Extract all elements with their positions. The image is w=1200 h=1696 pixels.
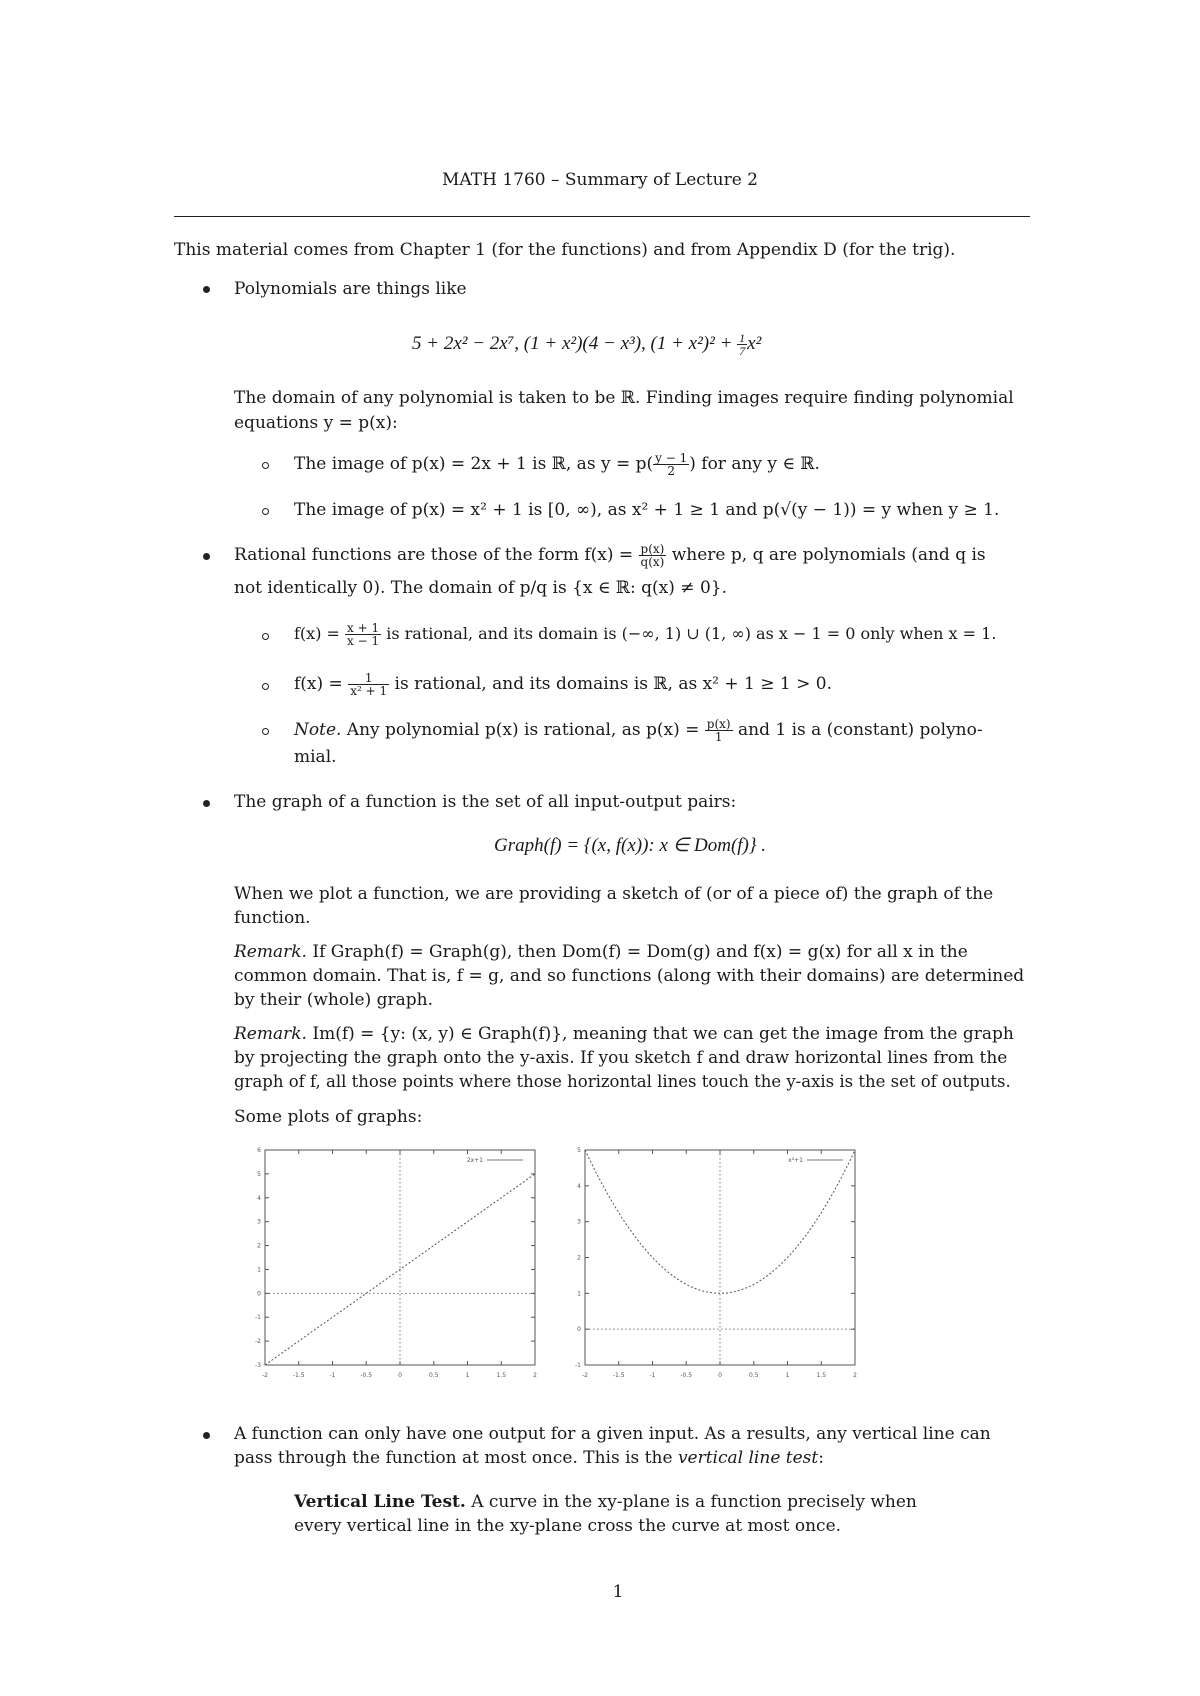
intro-text: This material comes from Chapter 1 (for the functions) and from Appendix D (for the trig). <box>174 240 956 260</box>
note-label: Note. <box>294 720 342 740</box>
polynomials-display-tail: x² <box>747 332 762 354</box>
vlt-label: Vertical Line Test. <box>294 1492 466 1512</box>
note-pre: Any polynomial p(x) is rational, as p(x) = <box>341 720 705 740</box>
remark-1-line2: common domain. That is, f = g, and so functions (along with their domains) are determined <box>234 966 1025 986</box>
fraction-numerator: p(x) <box>640 542 665 556</box>
plots-lead: Some plots of graphs: <box>234 1107 423 1127</box>
rational-example-2-fraction <box>348 672 389 697</box>
y-tick-label: 5 <box>577 1147 581 1154</box>
bullet-icon <box>203 1432 210 1439</box>
y-tick-label: 2 <box>257 1242 261 1250</box>
example-1-post: ) for any y ∈ ℝ. <box>689 454 820 474</box>
x-tick-label: 0.5 <box>748 1372 759 1379</box>
remark-2-line2: by projecting the graph onto the y-axis. If you sketch f and draw horizontal lines from the <box>234 1048 1008 1068</box>
vlt-lead-post: : <box>818 1448 824 1468</box>
note-fraction <box>705 718 733 743</box>
y-tick-label: 4 <box>577 1182 581 1190</box>
y-tick-label: 0 <box>577 1326 581 1334</box>
header-rule <box>174 216 1030 217</box>
vlt-lead-line1: A function can only have one output for a given input. As a results, any vertical line can <box>234 1424 991 1444</box>
x-tick-label: -1.5 <box>292 1372 305 1379</box>
rational-example-1-fraction <box>345 622 381 647</box>
y-tick-label: 0 <box>257 1290 261 1298</box>
remark-2-line3: graph of f, all those points where those horizontal lines touch the y-axis is the set of outputs. <box>234 1072 1011 1091</box>
remark-2-line1 <box>234 1022 1014 1046</box>
plot-linear <box>240 1140 560 1400</box>
vlt-box-line2: every vertical line in the xy-plane cross the curve at most once. <box>294 1516 842 1536</box>
x-tick-label: 2 <box>533 1372 537 1379</box>
x-tick-label: -1 <box>649 1372 656 1379</box>
polynomials-display <box>412 332 761 357</box>
fraction-denominator: x² + 1 <box>350 684 388 698</box>
vlt-box-line1 <box>294 1490 917 1514</box>
graph-para-line2: function. <box>234 908 311 928</box>
fraction-denominator: x − 1 <box>347 634 380 648</box>
legend-label: x²+1 <box>788 1157 803 1164</box>
y-tick-label: 5 <box>257 1170 261 1178</box>
x-tick-label: 0 <box>398 1372 402 1379</box>
polynomials-lead: Polynomials are things like <box>234 279 467 299</box>
bullet-icon <box>203 286 210 293</box>
sub-bullet-icon <box>262 633 269 640</box>
x-tick-label: 0 <box>718 1372 722 1379</box>
fraction-denominator: 1 <box>714 730 723 744</box>
x-tick-label: -0.5 <box>360 1372 373 1379</box>
rational-note-line2: mial. <box>294 747 337 767</box>
rational-line1-post: where p, q are polynomials (and q is <box>666 545 986 565</box>
fraction-denominator: q(x) <box>640 555 665 569</box>
fraction-numerator: 1 <box>348 672 389 685</box>
x-tick-label: -2 <box>582 1372 588 1379</box>
y-tick-label: 3 <box>257 1218 261 1226</box>
remark-1-line3: by their (whole) graph. <box>234 990 433 1010</box>
display-fraction <box>737 332 747 357</box>
example-1-pre: The image of p(x) = 2x + 1 is ℝ, as y = p( <box>294 454 654 474</box>
fraction-numerator: y − 1 <box>655 451 688 465</box>
rational-example-2-post: is rational, and its domains is ℝ, as x² + 1 ≥ 1 > 0. <box>389 674 832 694</box>
remark-1-text: If Graph(f) = Graph(g), then Dom(f) = Dom(g) and f(x) = g(x) for all x in the <box>306 942 968 962</box>
x-tick-label: 2 <box>853 1372 857 1379</box>
remark-1-line1 <box>234 940 968 964</box>
rational-example-1-pre: f(x) = <box>294 624 346 643</box>
remark-2-text: Im(f) = {y: (x, y) ∈ Graph(f)}, meaning that we can get the image from the graph <box>306 1024 1014 1044</box>
vlt-lead-pre: pass through the function at most once. This is the <box>234 1448 678 1468</box>
remark-2-label: Remark. <box>234 1024 307 1044</box>
fraction-numerator: 1 <box>739 331 746 345</box>
bullet-icon <box>203 800 210 807</box>
rational-example-2-pre: f(x) = <box>294 674 349 694</box>
y-tick-label: 2 <box>577 1254 581 1262</box>
fraction-denominator: 7 <box>739 344 746 358</box>
remark-1-label: Remark. <box>234 942 307 962</box>
x-tick-label: 1 <box>785 1372 790 1379</box>
y-tick-label: 1 <box>257 1266 261 1274</box>
polynomials-example-2: The image of p(x) = x² + 1 is [0, ∞), as x² + 1 ≥ 1 and p(√(y − 1)) = y when y ≥ 1. <box>294 500 1000 520</box>
rational-line2: not identically 0). The domain of p/q is {x ∈ ℝ: q(x) ≠ 0}. <box>234 578 727 598</box>
page-title: MATH 1760 – Summary of Lecture 2 <box>442 170 758 190</box>
rational-example-1 <box>294 622 996 647</box>
graph-definition-display: Graph(f) = {(x, f(x)): x ∈ Dom(f)} . <box>494 835 766 856</box>
y-tick-label: 4 <box>257 1194 261 1202</box>
rational-note <box>294 718 983 743</box>
y-tick-label: 3 <box>577 1218 581 1226</box>
polynomials-display-main: 5 + 2x² − 2x⁷, (1 + x²)(4 − x³), (1 + x²)² + <box>412 332 738 354</box>
x-tick-label: -1 <box>329 1372 336 1379</box>
rational-line1 <box>234 543 986 568</box>
example-1-fraction <box>653 452 689 477</box>
graph-lead: The graph of a function is the set of all input-output pairs: <box>234 792 737 812</box>
page-number: 1 <box>612 1582 624 1602</box>
sub-bullet-icon <box>262 728 269 735</box>
polynomials-domain-line1: The domain of any polynomial is taken to be ℝ. Finding images require finding polynomial <box>234 388 1014 408</box>
x-tick-label: -2 <box>262 1372 268 1379</box>
y-tick-label: -1 <box>575 1362 581 1369</box>
vlt-box-text: A curve in the xy-plane is a function precisely when <box>465 1492 917 1512</box>
graph-para-line1: When we plot a function, we are providing a sketch of (or of a piece of) the graph of the <box>234 884 994 904</box>
rational-definition-fraction <box>639 543 667 568</box>
fraction-denominator: 2 <box>667 464 675 478</box>
rational-example-2 <box>294 672 832 697</box>
y-tick-label: 6 <box>257 1147 261 1154</box>
rational-example-1-post: is rational, and its domain is (−∞, 1) ∪ (1, ∞) as x − 1 = 0 only when x = 1. <box>381 624 997 643</box>
fraction-numerator: x + 1 <box>347 621 380 635</box>
y-tick-label: -3 <box>255 1362 261 1369</box>
sub-bullet-icon <box>262 508 269 515</box>
sub-bullet-icon <box>262 683 269 690</box>
vlt-lead-emphasis: vertical line test <box>677 1448 819 1468</box>
sub-bullet-icon <box>262 462 269 469</box>
x-tick-label: -0.5 <box>680 1372 693 1379</box>
y-tick-label: -1 <box>255 1314 261 1322</box>
x-tick-label: 0.5 <box>428 1372 439 1379</box>
rational-line1-pre: Rational functions are those of the form f(x) = <box>234 545 639 565</box>
fraction-numerator: p(x) <box>706 717 731 731</box>
plot-quadratic <box>560 1140 880 1400</box>
polynomials-example-1 <box>294 452 820 477</box>
x-tick-label: 1.5 <box>816 1372 827 1379</box>
x-tick-label: 1 <box>465 1372 470 1379</box>
vlt-lead-line2 <box>234 1446 824 1470</box>
bullet-icon <box>203 553 210 560</box>
x-tick-label: 1.5 <box>496 1372 507 1379</box>
y-tick-label: -2 <box>255 1338 261 1346</box>
note-post: and 1 is a (constant) polyno- <box>732 720 983 740</box>
x-tick-label: -1.5 <box>612 1372 625 1379</box>
y-tick-label: 1 <box>577 1290 581 1298</box>
legend-label: 2x+1 <box>466 1157 483 1164</box>
polynomials-domain-line2: equations y = p(x): <box>234 413 398 433</box>
